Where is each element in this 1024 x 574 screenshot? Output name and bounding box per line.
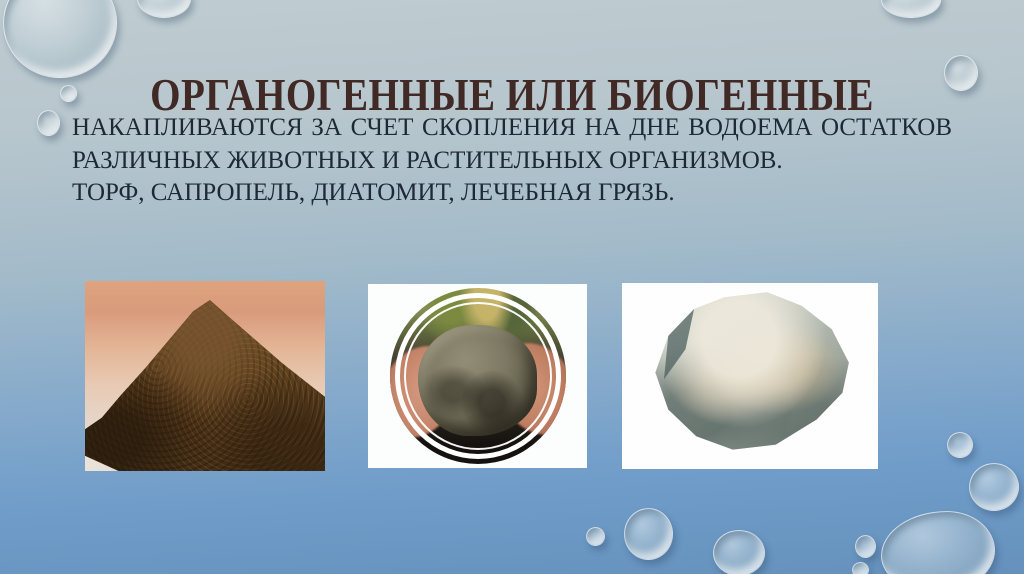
water-droplet-icon: [881, 511, 995, 574]
water-droplet-icon: [624, 508, 673, 560]
water-droplet-icon: [3, 0, 117, 78]
peat-photo: [85, 281, 325, 471]
water-droplet-icon: [944, 55, 978, 91]
water-droplet-icon: [713, 530, 765, 574]
water-droplet-icon: [969, 463, 1019, 511]
sapropel-photo: [368, 284, 587, 468]
water-droplet-icon: [37, 110, 60, 136]
slide-body: [72, 112, 952, 210]
diatomite-photo: [622, 283, 878, 469]
body-paragraph: НАКАПЛИВАЮТСЯ ЗА СЧЕТ СКОПЛЕНИЯ НА ДНЕ ВОДОЕМА ОСТАТКОВ РАЗЛИЧНЫХ ЖИВОТНЫХ И РАСТИТЕЛЬНЫХ ОРГАНИЗМОВ.: [72, 114, 952, 174]
sapropel-circle-frame: [390, 288, 566, 464]
rock-shape: [642, 292, 857, 459]
water-droplet-icon: [852, 562, 869, 574]
slide-title: ОРГАНОГЕННЫЕ ИЛИ БИОГЕННЫЕ: [150, 68, 874, 120]
examples-paragraph: ТОРФ, САПРОПЕЛЬ, ДИАТОМИТ, ЛЕЧЕБНАЯ ГРЯЗЬ.: [72, 179, 675, 206]
water-droplet-icon: [586, 527, 605, 546]
water-droplet-icon: [947, 432, 973, 458]
water-droplet-icon: [881, 0, 941, 18]
water-droplet-icon: [60, 85, 77, 102]
photo-ring-inner: [404, 302, 552, 450]
water-droplet-icon: [137, 0, 191, 18]
peat-pile-shape: [85, 281, 325, 471]
water-droplet-icon: [855, 535, 876, 558]
